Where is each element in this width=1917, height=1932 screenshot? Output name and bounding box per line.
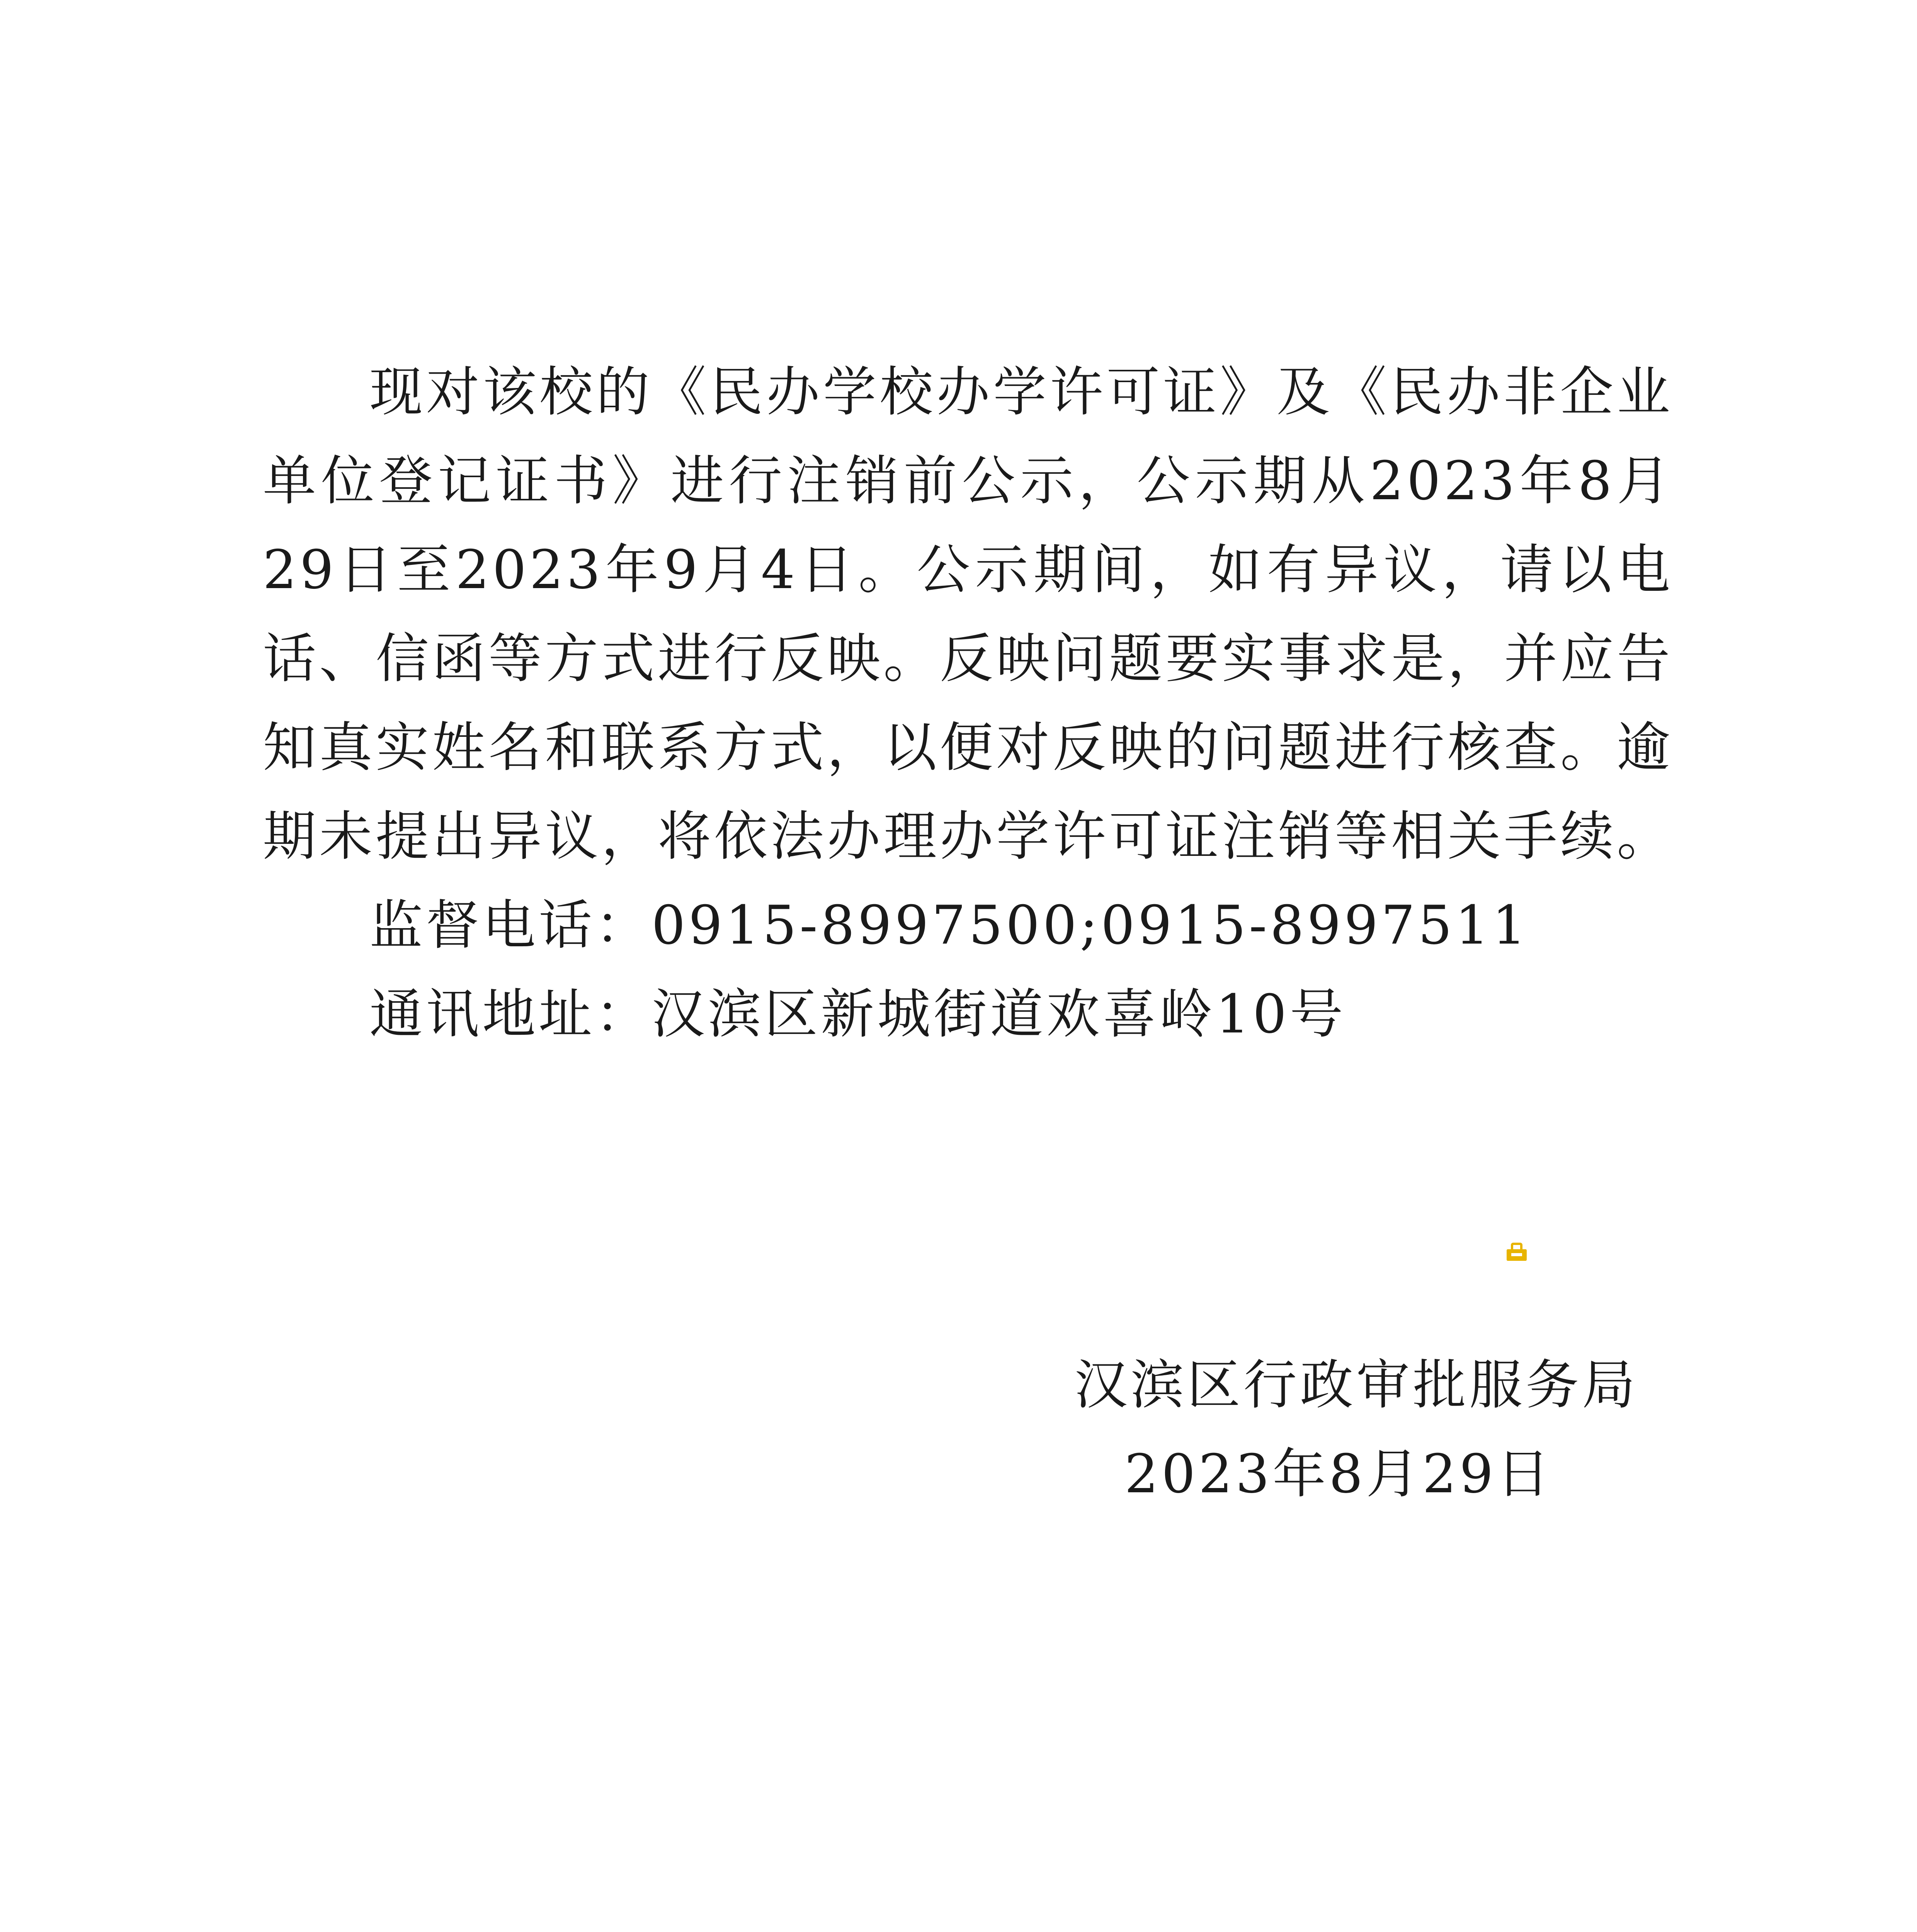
- notice-paragraph: 现对该校的《民办学校办学许可证》及《民办非企业单位登记证书》进行注销前公示，公示期从2023年8月29日至2023年9月4日。公示期间，如有异议，请以电话、信函等方式进行反映。反映问题要实事求是，并应告知真实姓名和联系方式，以便对反映的问题进行核查。逾期未提出异议，将依法办理办学许可证注销等相关手续。: [263, 361, 1674, 867]
- seal-slot: [1511, 1253, 1522, 1256]
- issuing-organization: 汉滨区行政审批服务局: [1074, 1354, 1639, 1416]
- issue-date: 2023年8月29日: [1124, 1443, 1553, 1505]
- seal-top: [1512, 1244, 1521, 1251]
- mailing-address: 通讯地址：汉滨区新城街道欢喜岭10号: [369, 983, 1346, 1045]
- notice-body: [263, 348, 1673, 1059]
- seal-icon: [1505, 1242, 1528, 1262]
- signature-block: [1074, 1341, 1639, 1519]
- supervision-phone: 监督电话：0915-8997500;0915-8997511: [369, 894, 1529, 956]
